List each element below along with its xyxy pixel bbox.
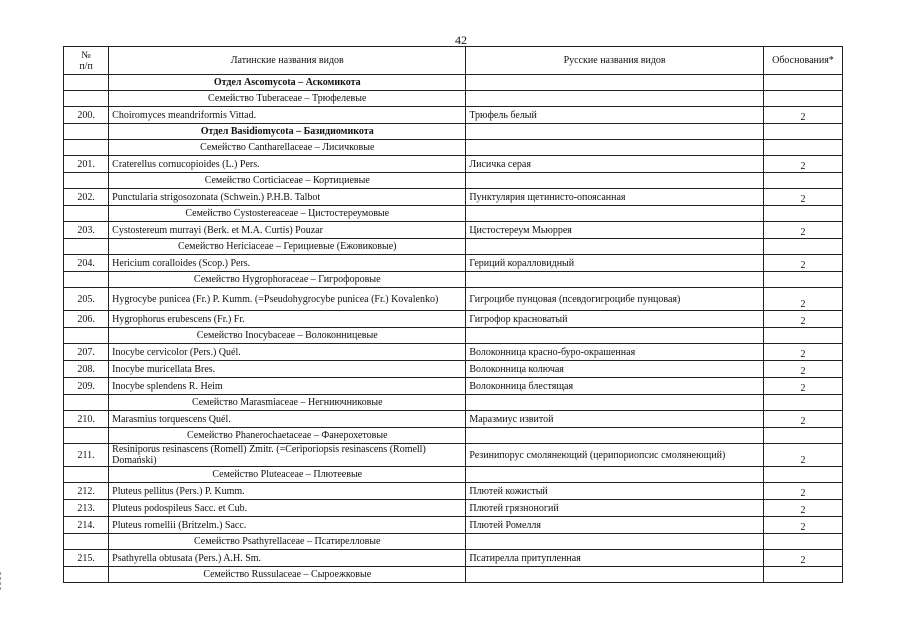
latin-name: Punctularia strigosozonata (Schwein.) P.H.B. Talbot bbox=[109, 189, 466, 206]
family-row bbox=[64, 534, 843, 550]
latin-name: Inocybe muricellata Bres. bbox=[109, 361, 466, 378]
family-row bbox=[64, 173, 843, 189]
family-title: Семейство Psathyrellaceae – Псатирелловые bbox=[109, 534, 466, 550]
empty-cell bbox=[466, 206, 764, 222]
empty-cell bbox=[466, 91, 764, 107]
header-latin: Латинские названия видов bbox=[109, 47, 466, 75]
latin-name: Pluteus romellii (Britzelm.) Sacc. bbox=[109, 517, 466, 534]
empty-cell bbox=[763, 91, 842, 107]
empty-cell bbox=[763, 567, 842, 583]
species-number: 201. bbox=[64, 156, 109, 173]
species-row bbox=[64, 444, 843, 467]
family-title: Семейство Hygrophoraceae – Гигрофоровые bbox=[109, 272, 466, 288]
justification: 2 bbox=[763, 411, 842, 428]
latin-name: Hygrocybe punicea (Fr.) P. Kumm. (=Pseudohygrocybe punicea (Fr.) Kovalenko) bbox=[109, 288, 466, 311]
family-row bbox=[64, 395, 843, 411]
header-num: № п/п bbox=[64, 47, 109, 75]
empty-cell bbox=[64, 75, 109, 91]
species-number: 205. bbox=[64, 288, 109, 311]
species-row bbox=[64, 107, 843, 124]
empty-cell bbox=[763, 173, 842, 189]
page-edge-mark bbox=[0, 572, 5, 590]
empty-cell bbox=[763, 140, 842, 156]
species-row bbox=[64, 378, 843, 395]
species-number: 215. bbox=[64, 550, 109, 567]
species-number: 213. bbox=[64, 500, 109, 517]
family-row bbox=[64, 140, 843, 156]
latin-name: Inocybe cervicolor (Pers.) Quél. bbox=[109, 344, 466, 361]
empty-cell bbox=[466, 428, 764, 444]
justification: 2 bbox=[763, 156, 842, 173]
species-row bbox=[64, 156, 843, 173]
species-number: 207. bbox=[64, 344, 109, 361]
species-row bbox=[64, 344, 843, 361]
species-number: 211. bbox=[64, 444, 109, 467]
justification: 2 bbox=[763, 255, 842, 272]
empty-cell bbox=[64, 124, 109, 140]
page-number: 42 bbox=[455, 33, 467, 47]
empty-cell bbox=[763, 206, 842, 222]
russian-name: Резинипорус смолянеющий (церипориопсис смолянеющий) bbox=[466, 444, 764, 467]
empty-cell bbox=[466, 124, 764, 140]
family-row bbox=[64, 567, 843, 583]
empty-cell bbox=[466, 534, 764, 550]
latin-name: Psathyrella obtusata (Pers.) A.H. Sm. bbox=[109, 550, 466, 567]
justification: 2 bbox=[763, 222, 842, 239]
empty-cell bbox=[466, 395, 764, 411]
family-row bbox=[64, 206, 843, 222]
empty-cell bbox=[64, 395, 109, 411]
species-row bbox=[64, 550, 843, 567]
species-row bbox=[64, 255, 843, 272]
russian-name: Псатирелла притупленная bbox=[466, 550, 764, 567]
russian-name: Пунктулярия щетинисто-опоясанная bbox=[466, 189, 764, 206]
russian-name: Плютей кожистый bbox=[466, 483, 764, 500]
empty-cell bbox=[64, 428, 109, 444]
species-number: 212. bbox=[64, 483, 109, 500]
justification: 2 bbox=[763, 288, 842, 311]
species-number: 203. bbox=[64, 222, 109, 239]
latin-name: Hericium coralloides (Scop.) Pers. bbox=[109, 255, 466, 272]
latin-name: Pluteus pellitus (Pers.) P. Kumm. bbox=[109, 483, 466, 500]
species-number: 210. bbox=[64, 411, 109, 428]
species-number: 208. bbox=[64, 361, 109, 378]
empty-cell bbox=[64, 173, 109, 189]
family-row bbox=[64, 272, 843, 288]
empty-cell bbox=[763, 328, 842, 344]
russian-name: Цистостереум Мьюррея bbox=[466, 222, 764, 239]
empty-cell bbox=[64, 239, 109, 255]
empty-cell bbox=[64, 467, 109, 483]
species-row bbox=[64, 411, 843, 428]
empty-cell bbox=[763, 395, 842, 411]
species-row bbox=[64, 222, 843, 239]
justification: 2 bbox=[763, 378, 842, 395]
species-row bbox=[64, 483, 843, 500]
empty-cell bbox=[64, 91, 109, 107]
empty-cell bbox=[466, 140, 764, 156]
latin-name: Craterellus cornucopioides (L.) Pers. bbox=[109, 156, 466, 173]
latin-name: Resiniporus resinascens (Romell) Zmitr. (=Ceriporiopsis resinascens (Romell) Domański) bbox=[109, 444, 466, 467]
empty-cell bbox=[466, 239, 764, 255]
justification: 2 bbox=[763, 361, 842, 378]
empty-cell bbox=[763, 272, 842, 288]
russian-name: Гигрофор красноватый bbox=[466, 311, 764, 328]
empty-cell bbox=[466, 328, 764, 344]
division-title: Отдел Basidiomycota – Базидиомикота bbox=[109, 124, 466, 140]
table-body bbox=[64, 75, 843, 583]
latin-name: Pluteus podospileus Sacc. et Cub. bbox=[109, 500, 466, 517]
justification: 2 bbox=[763, 550, 842, 567]
division-row bbox=[64, 124, 843, 140]
family-row bbox=[64, 328, 843, 344]
family-title: Семейство Marasmiaceae – Негниючниковые bbox=[109, 395, 466, 411]
latin-name: Choiromyces meandriformis Vittad. bbox=[109, 107, 466, 124]
empty-cell bbox=[64, 328, 109, 344]
justification: 2 bbox=[763, 517, 842, 534]
empty-cell bbox=[763, 428, 842, 444]
justification: 2 bbox=[763, 444, 842, 467]
empty-cell bbox=[763, 239, 842, 255]
family-row bbox=[64, 239, 843, 255]
empty-cell bbox=[466, 467, 764, 483]
justification: 2 bbox=[763, 311, 842, 328]
species-row bbox=[64, 361, 843, 378]
species-number: 214. bbox=[64, 517, 109, 534]
species-number: 202. bbox=[64, 189, 109, 206]
russian-name: Плютей грязноногий bbox=[466, 500, 764, 517]
latin-name: Hygrophorus erubescens (Fr.) Fr. bbox=[109, 311, 466, 328]
family-row bbox=[64, 428, 843, 444]
division-title: Отдел Ascomycota – Аскомикота bbox=[109, 75, 466, 91]
empty-cell bbox=[64, 272, 109, 288]
header-justification: Обоснования* bbox=[763, 47, 842, 75]
justification: 2 bbox=[763, 189, 842, 206]
species-row bbox=[64, 288, 843, 311]
russian-name: Волоконница красно-буро-окрашенная bbox=[466, 344, 764, 361]
species-number: 206. bbox=[64, 311, 109, 328]
species-number: 204. bbox=[64, 255, 109, 272]
species-table bbox=[63, 46, 843, 583]
family-title: Семейство Corticiaceae – Кортициевые bbox=[109, 173, 466, 189]
family-title: Семейство Cantharellaceae – Лисичковые bbox=[109, 140, 466, 156]
family-row bbox=[64, 467, 843, 483]
empty-cell bbox=[763, 75, 842, 91]
empty-cell bbox=[763, 534, 842, 550]
family-title: Семейство Hericiaceae – Герициевые (Ежовиковые) bbox=[109, 239, 466, 255]
empty-cell bbox=[466, 75, 764, 91]
russian-name: Волоконница колючая bbox=[466, 361, 764, 378]
header-russian: Русские названия видов bbox=[466, 47, 764, 75]
justification: 2 bbox=[763, 107, 842, 124]
justification: 2 bbox=[763, 344, 842, 361]
empty-cell bbox=[64, 206, 109, 222]
family-title: Семейство Inocybaceae – Волоконницевые bbox=[109, 328, 466, 344]
latin-name: Cystostereum murrayi (Berk. et M.A. Curtis) Pouzar bbox=[109, 222, 466, 239]
empty-cell bbox=[466, 173, 764, 189]
empty-cell bbox=[763, 124, 842, 140]
russian-name: Плютей Ромелля bbox=[466, 517, 764, 534]
russian-name: Волоконница блестящая bbox=[466, 378, 764, 395]
species-number: 209. bbox=[64, 378, 109, 395]
table-header bbox=[64, 47, 843, 75]
russian-name: Гигроцибе пунцовая (псевдогигроцибе пунцовая) bbox=[466, 288, 764, 311]
empty-cell bbox=[466, 567, 764, 583]
empty-cell bbox=[763, 467, 842, 483]
family-title: Семейство Phanerochaetaceae – Фанерохетовые bbox=[109, 428, 466, 444]
family-title: Семейство Russulaceae – Сыроежковые bbox=[109, 567, 466, 583]
family-title: Семейство Cystostereaceae – Цистостереумовые bbox=[109, 206, 466, 222]
russian-name: Трюфель белый bbox=[466, 107, 764, 124]
species-row bbox=[64, 517, 843, 534]
justification: 2 bbox=[763, 500, 842, 517]
species-row bbox=[64, 189, 843, 206]
species-number: 200. bbox=[64, 107, 109, 124]
species-row bbox=[64, 311, 843, 328]
empty-cell bbox=[466, 272, 764, 288]
empty-cell bbox=[64, 140, 109, 156]
latin-name: Inocybe splendens R. Heim bbox=[109, 378, 466, 395]
species-row bbox=[64, 500, 843, 517]
empty-cell bbox=[64, 567, 109, 583]
family-title: Семейство Tuberaceae – Трюфелевые bbox=[109, 91, 466, 107]
division-row bbox=[64, 75, 843, 91]
latin-name: Marasmius torquescens Quél. bbox=[109, 411, 466, 428]
empty-cell bbox=[64, 534, 109, 550]
family-title: Семейство Pluteaceae – Плютеевые bbox=[109, 467, 466, 483]
russian-name: Лисичка серая bbox=[466, 156, 764, 173]
justification: 2 bbox=[763, 483, 842, 500]
family-row bbox=[64, 91, 843, 107]
russian-name: Гериций коралловидный bbox=[466, 255, 764, 272]
russian-name: Маразмиус извитой bbox=[466, 411, 764, 428]
